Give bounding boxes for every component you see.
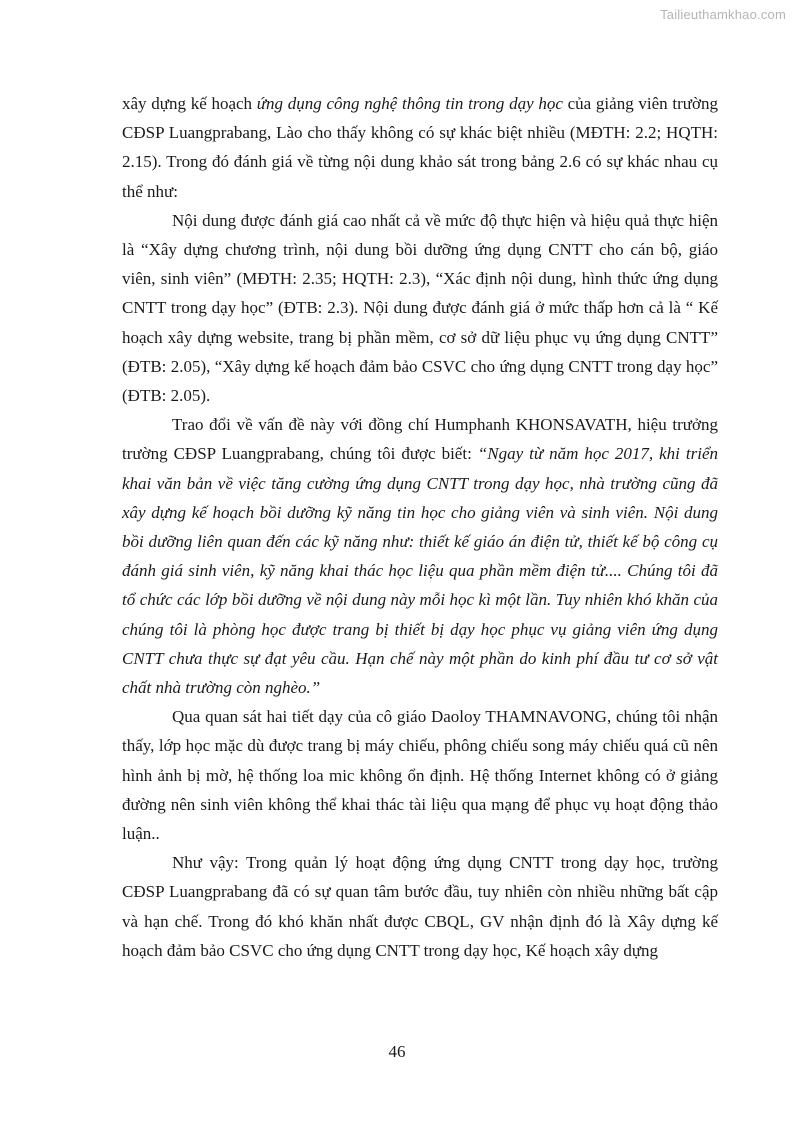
paragraph-4: Qua quan sát hai tiết dạy của cô giáo Daoloy THAMNAVONG, chúng tôi nhận thấy, lớp học mặc dù được trang bị máy chiếu, phông chiếu song máy chiếu quá cũ nên hình ảnh bị mờ, hệ thống loa mic không ổn định. Hệ thống Internet không có ở giảng đường nên sinh viên không thể khai thác tài liệu qua mạng để phục vụ hoạt động thảo luận.. (122, 707, 718, 844)
paragraph-3 (122, 410, 718, 702)
paragraph-3-text: Trao đổi về vấn đề này với đồng chí Humphanh KHONSAVATH, hiệu trưởng trường CĐSP Luangprabang, chúng tôi được biết: (122, 415, 718, 464)
paragraph-5: Như vậy: Trong quản lý hoạt động ứng dụng CNTT trong dạy học, trường CĐSP Luangprabang đã có sự quan tâm bước đầu, tuy nhiên còn nhiều những bất cập và hạn chế. Trong đó khó khăn nhất được CBQL, GV nhận định đó là Xây dựng kế hoạch đảm bảo CSVC cho ứng dụng CNTT trong dạy học, Kế hoạch xây dựng (122, 853, 718, 960)
document-body (122, 89, 718, 965)
paragraph-1-italic-phrase: ứng dụng công nghệ thông tin trong dạy học (256, 94, 563, 113)
paragraph-3-quote: “Ngay từ năm học 2017, khi triển khai văn bản về việc tăng cường ứng dụng CNTT trong dạy học, nhà trường cũng đã xây dựng kế hoạch bồi dưỡng kỹ năng tin học cho giảng viên và sinh viên. Nội dung bồi dưỡng liên quan đến các kỹ năng như: thiết kế giáo án điện tử, thiết kế bộ công cụ đánh giá sinh viên, kỹ năng khai thác học liệu qua phần mềm điện tử.... Chúng tôi đã tổ chức các lớp bồi dưỡng về nội dung này mỗi học kì một lần. Tuy nhiên khó khăn của chúng tôi là phòng học được trang bị thiết bị dạy học phục vụ giảng viên ứng dụng CNTT chưa thực sự đạt yêu cầu. Hạn chế này một phần do kinh phí đầu tư cơ sở vật chất nhà trường còn nghèo.” (122, 444, 718, 698)
page-number: 46 (388, 1042, 406, 1061)
paragraph-1-text-start: xây dựng kế hoạch (122, 94, 257, 113)
paragraph-1-text-end: của giảng viên trường CĐSP Luangprabang, Lào cho thấy không có sự khác biệt nhiều (MĐTH: 2.2; HQTH: 2.15). Trong đó đánh giá về từng nội dung khảo sát trong bảng 2.6 có sự khác nhau cụ thể như: (122, 94, 718, 201)
paragraph-1 (122, 89, 718, 206)
paragraph-2: Nội dung được đánh giá cao nhất cả về mức độ thực hiện và hiệu quả thực hiện là “Xây dựng chương trình, nội dung bồi dưỡng ứng dụng CNTT cho cán bộ, giáo viên, sinh viên” (MĐTH: 2.35; HQTH: 2.3), “Xác định nội dung, hình thức ứng dụng CNTT trong dạy học” (ĐTB: 2.3). Nội dung được đánh giá ở mức thấp hơn cả là “ Kế hoạch xây dựng website, trang bị phần mềm, cơ sở dữ liệu phục vụ ứng dụng CNTT” (ĐTB: 2.05), “Xây dựng kế hoạch đảm bảo CSVC cho ứng dụng CNTT trong dạy học” (ĐTB: 2.05). (122, 210, 718, 406)
watermark-text: Tailieuthamkhao.com (660, 7, 786, 22)
